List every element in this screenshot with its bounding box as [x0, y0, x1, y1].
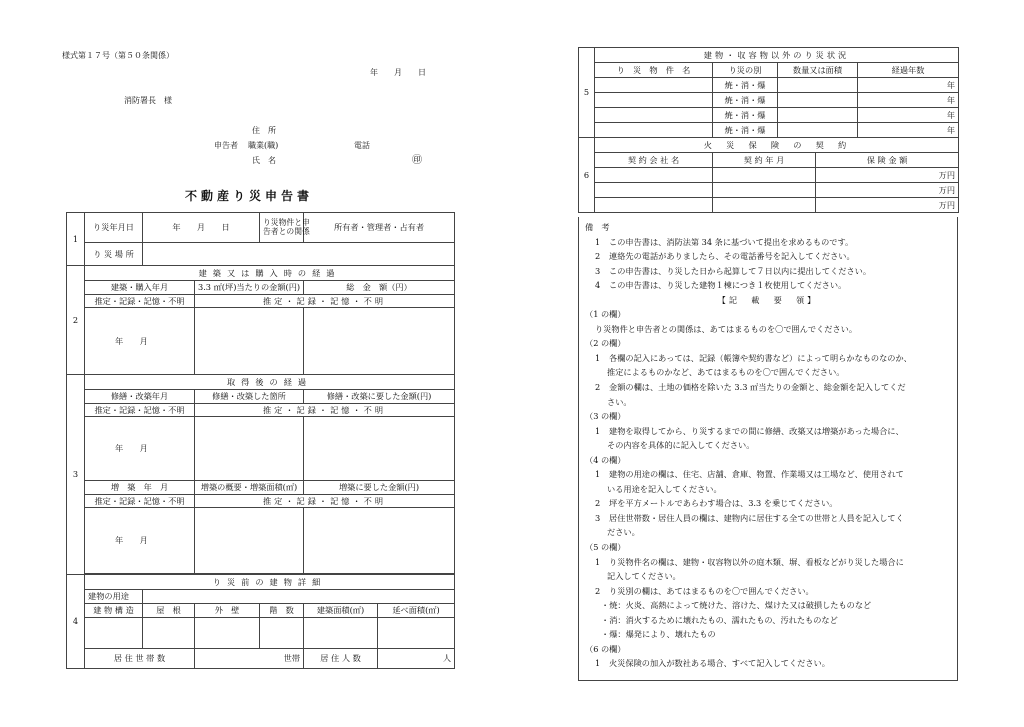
fire-place-field[interactable] — [143, 243, 455, 266]
guide-5-item-2-c: ・爆：爆発により、壊れたもの — [601, 629, 716, 640]
extension-summary-col: 増築の概要・増築面積(㎡) — [195, 481, 304, 495]
guide-4-item-2: 2 坪を平方メートルであらわす場合は、3.3 を乗じてください。 — [595, 498, 838, 509]
damage-type-options[interactable]: 焼・消・爆 — [713, 93, 778, 108]
extension-date-col: 増 築 年 月 — [85, 481, 195, 495]
guide-2-item-2-cont: さい。 — [607, 396, 632, 407]
addressee: 消防署長 様 — [124, 96, 172, 105]
years-elapsed-field[interactable]: 年 — [858, 123, 959, 138]
relation-label-line-1: り災物件と申 — [263, 218, 310, 228]
extension-basis-options-2[interactable]: 推定・記録・記憶・不明 — [195, 495, 455, 508]
occupation-label: 職業(職) — [248, 141, 279, 150]
remarks-section — [578, 217, 958, 681]
insured-amount-field[interactable]: 万円 — [816, 198, 959, 213]
structure-field[interactable] — [85, 618, 143, 649]
repair-location-col: 修繕・改築した箇所 — [195, 390, 304, 404]
guide-title: 【記 載 要 領】 — [717, 294, 819, 305]
extension-cost-field[interactable] — [304, 508, 455, 574]
building-area-field[interactable] — [304, 618, 378, 649]
households-field[interactable]: 世帯 — [195, 649, 304, 669]
unit-price-field[interactable] — [195, 308, 304, 375]
years-elapsed-field[interactable]: 年 — [858, 93, 959, 108]
guide-4-item-1-cont: いる用途を記入してください。 — [607, 483, 722, 494]
seal-mark: ㊞ — [412, 155, 422, 166]
contract-date-field[interactable] — [713, 183, 816, 198]
damaged-item-col: り 災 物 件 名 — [595, 63, 713, 78]
damage-type-options[interactable]: 焼・消・爆 — [713, 108, 778, 123]
section-1-number: 1 — [67, 213, 85, 266]
guide-3-item-1-cont: その内容を具体的に記入してください。 — [607, 440, 755, 451]
wall-field[interactable] — [195, 618, 260, 649]
relation-options[interactable]: 所有者・管理者・占有者 — [304, 213, 455, 243]
guide-5-item-1: 1 り災物件名の欄は、建物・収容物以外の庭木類、塀、看板などがり災した場合に — [595, 556, 904, 567]
repair-basis-options-2[interactable]: 推定・記録・記憶・不明 — [195, 404, 455, 417]
section-4-header: り災前の建物詳細 — [85, 575, 455, 590]
extension-year-month-field[interactable]: 年 月 — [85, 508, 195, 574]
address-label: 住 所 — [252, 126, 276, 135]
guide-4-heading: （4 の欄） — [585, 454, 626, 465]
section-2-number: 2 — [67, 266, 85, 375]
section-4-number: 4 — [67, 575, 85, 669]
wall-label: 外 壁 — [195, 604, 260, 618]
guide-5-item-2-b: ・消：消火するために壊れたもの、濡れたもの、汚れたものなど — [601, 614, 838, 625]
section-2-header: 建築又は購入時の経過 — [85, 266, 455, 281]
remarks-heading: 備 考 — [585, 222, 610, 232]
repair-cost-field[interactable] — [304, 417, 455, 481]
guide-5-item-2-a: ・焼：火炎、高熱によって焼けた、溶けた、煤けた又は破損したものなど — [601, 600, 872, 611]
guide-6-heading: （6 の欄） — [585, 643, 626, 654]
repair-date-col: 修繕・改築年月 — [85, 390, 195, 404]
repair-basis-options-1[interactable]: 推定・記録・記憶・不明 — [85, 404, 195, 417]
building-usage-field[interactable] — [143, 590, 455, 604]
residents-label: 居 住 人 数 — [304, 649, 378, 669]
guide-4-item-3-cont: ださい。 — [607, 527, 640, 538]
guide-3-item-1: 1 建物を取得してから、り災するまでの間に修繕、改築又は増築があった場合に、 — [595, 425, 904, 436]
insured-amount-field[interactable]: 万円 — [816, 168, 959, 183]
remark-item — [585, 278, 951, 293]
build-date-col: 建築・購入年月 — [85, 281, 195, 295]
basis-options-2[interactable]: 推定・記録・記憶・不明 — [195, 295, 455, 308]
insured-amount-field[interactable]: 万円 — [816, 183, 959, 198]
section-6-number: 6 — [579, 138, 595, 213]
build-year-month-field[interactable]: 年 月 — [85, 308, 195, 375]
guide-6-item-1: 1 火災保険の加入が数社ある場合、すべて記入してください。 — [595, 658, 830, 669]
damage-type-options[interactable]: 焼・消・爆 — [713, 78, 778, 93]
roof-label: 屋 根 — [143, 604, 195, 618]
section-3-number: 3 — [67, 375, 85, 575]
quantity-field[interactable] — [778, 93, 858, 108]
section-6-header: 火 災 保 険 の 契 約 — [595, 138, 959, 153]
years-elapsed-field[interactable]: 年 — [858, 108, 959, 123]
roof-field[interactable] — [143, 618, 195, 649]
guide-4-item-3: 3 居住世帯数・居住人員の欄は、建物内に居住する全ての世帯と人員を記入してく — [595, 512, 904, 523]
remark-text: この申告書は、消防法第 34 条に基づいて提出を求めるものです。 — [609, 236, 854, 247]
insured-amount-col: 保 険 金 額 — [816, 153, 959, 168]
extension-summary-field[interactable] — [195, 508, 304, 574]
remark-number: 3 — [595, 265, 601, 276]
building-usage-label: 建物の用途 — [85, 590, 143, 604]
quantity-field[interactable] — [778, 78, 858, 93]
total-amount-field[interactable] — [304, 308, 455, 375]
remark-number: 1 — [595, 236, 601, 247]
damaged-item-field[interactable] — [595, 123, 713, 138]
remark-item — [585, 249, 951, 264]
remark-item — [585, 235, 951, 250]
guide-2-item-1-cont: 推定によるものかなど、あてはまるものを〇で囲んでください。 — [607, 367, 845, 378]
section-3-header: 取得後の経過 — [85, 375, 455, 390]
building-area-label: 建築面積(㎡) — [304, 604, 378, 618]
name-label: 氏 名 — [252, 156, 276, 165]
damaged-item-field[interactable] — [595, 108, 713, 123]
remark-text: この申告書は、り災した建物１棟につき１枚使用してください。 — [609, 280, 847, 291]
insurance-company-field[interactable] — [595, 183, 713, 198]
contract-date-col: 契 約 年 月 — [713, 153, 816, 168]
guide-3-heading: （3 の欄） — [585, 411, 626, 422]
guide-2-heading: （2 の欄） — [585, 338, 626, 349]
submission-date: 年 月 日 — [370, 68, 426, 77]
floors-field[interactable] — [260, 618, 304, 649]
contract-date-field[interactable] — [713, 168, 816, 183]
repair-location-field[interactable] — [195, 417, 304, 481]
guide-4-item-1: 1 建物の用途の欄は、住宅、店舗、倉庫、物置、作業場又は工場など、使用されて — [595, 469, 904, 480]
guide-1-text: り災物件と申告者との関係は、あてはまるものを〇で囲んでください。 — [595, 323, 858, 334]
total-amount-col: 総 金 額（円） — [304, 281, 455, 295]
floor-area-field[interactable] — [378, 618, 455, 649]
residents-field[interactable]: 人 — [378, 649, 455, 669]
basis-options-1[interactable]: 推定・記録・記憶・不明 — [85, 295, 195, 308]
remark-item — [585, 264, 951, 279]
insurance-company-col: 契 約 会 社 名 — [595, 153, 713, 168]
repair-cost-col: 修繕・改築に要した金額(円) — [304, 390, 455, 404]
section-5-number: 5 — [579, 48, 595, 138]
guide-5-item-1-cont: 記入してください。 — [607, 571, 681, 582]
floor-area-label: 延べ面積(㎡) — [378, 604, 455, 618]
remark-number: 2 — [595, 251, 601, 262]
unit-price-col: 3.3 ㎡(坪)当たりの金額(円) — [195, 281, 304, 295]
right-form-table — [578, 47, 959, 213]
years-elapsed-col: 経過年数 — [858, 63, 959, 78]
fire-date-field[interactable]: 年 月 日 — [143, 213, 260, 243]
guide-1-heading: （1 の欄） — [585, 309, 626, 320]
document-title: 不動産り災申告書 — [185, 189, 314, 203]
fire-place-label: り 災 場 所 — [85, 243, 143, 266]
guide-2-item-2: 2 金額の欄は、土地の価格を除いた 3.3 ㎡当たりの金額と、総金額を記入してくだ — [595, 382, 906, 393]
phone-label: 電話 — [354, 141, 370, 150]
households-label: 居 住 世 帯 数 — [85, 649, 195, 669]
damaged-item-field[interactable] — [595, 93, 713, 108]
form-number: 様式第１７号（第５０条関係） — [62, 51, 174, 60]
guide-2-item-1: 1 各欄の記入にあっては、記録（帳簿や契約書など）によって明らかなものなのか、 — [595, 352, 912, 363]
damaged-item-field[interactable] — [595, 78, 713, 93]
structure-label: 建 物 構 造 — [85, 604, 143, 618]
extension-basis-options-1[interactable]: 推定・記録・記憶・不明 — [85, 495, 195, 508]
remark-text: 連絡先の電話がありましたら、その電話番号を記入してください。 — [609, 251, 855, 262]
left-form-table — [66, 212, 455, 669]
floors-label: 階 数 — [260, 604, 304, 618]
remark-text: この申告書は、り災した日から起算して７日以内に提出してください。 — [609, 265, 872, 276]
quantity-field[interactable] — [778, 123, 858, 138]
remark-number: 4 — [595, 280, 601, 291]
insurance-company-field[interactable] — [595, 168, 713, 183]
quantity-col: 数量又は面積 — [778, 63, 858, 78]
damage-type-col: り災の別 — [713, 63, 778, 78]
guide-5-item-2: 2 り災別の欄は、あてはまるものを〇で囲んでください。 — [595, 585, 814, 596]
repair-year-month-field[interactable]: 年 月 — [85, 417, 195, 481]
relation-label-line-2: 告者との関係 — [263, 226, 310, 236]
years-elapsed-field[interactable]: 年 — [858, 78, 959, 93]
insurance-company-field[interactable] — [595, 198, 713, 213]
contract-date-field[interactable] — [713, 198, 816, 213]
quantity-field[interactable] — [778, 108, 858, 123]
fire-date-label: り災年月日 — [85, 213, 143, 243]
damage-type-options[interactable]: 焼・消・爆 — [713, 123, 778, 138]
relation-label — [260, 213, 310, 243]
applicant-label: 申告者 — [214, 141, 238, 150]
section-5-header: 建物・収容物以外のり災状況 — [595, 48, 959, 63]
guide-5-heading: （5 の欄） — [585, 542, 626, 553]
extension-cost-col: 増築に要した金額(円) — [304, 481, 455, 495]
